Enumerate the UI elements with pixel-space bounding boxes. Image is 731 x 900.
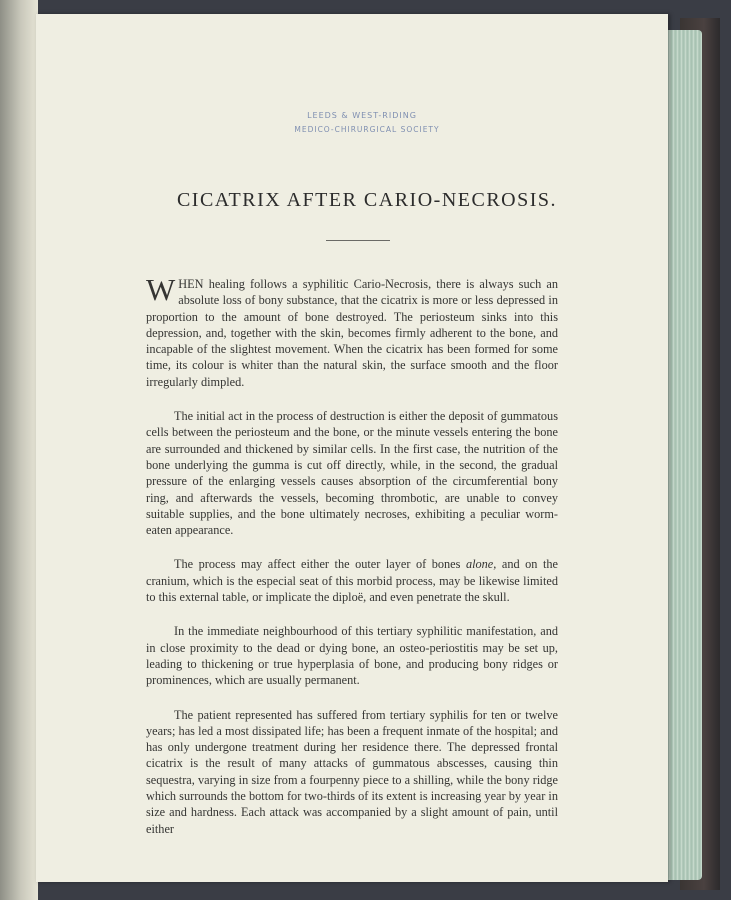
paragraph-1-text: healing follows a syphilitic Cario-Necrosis, there is always such an absolute loss of bony substance, that the cicatrix is more or less depressed in proportion to the amount of bone destroyed. The periosteum sinks into this depression, and, together with the skin, becomes firmly adherent to the bone, and incapable of the slightest movement. When the cicatrix has been formed for some time, its colour is whiter than the natural skin, the surface smooth and the floor irregularly dimpled.: [146, 277, 558, 389]
library-stamp-line1: LEEDS & WEST-RIDING: [307, 111, 417, 120]
paragraph-3: [146, 556, 558, 605]
drop-cap: W: [146, 272, 176, 307]
body-text: [146, 272, 558, 855]
paragraph-3-after: and on the cranium, which is the especial seat of this morbid process, may be likewise limited to this external table, or implicate the diploë, and even penetrate the skull.: [146, 557, 558, 605]
paragraph-3-emphasis: alone,: [465, 557, 497, 572]
paragraph-1-lead: HEN: [178, 277, 204, 291]
library-stamp-line2: MEDICO-CHIRURGICAL SOCIETY: [294, 125, 440, 134]
title-divider: [326, 240, 390, 241]
book-page: [36, 14, 668, 882]
paragraph-5: The patient represented has suffered from tertiary syphilis for ten or twelve years; has led a most dissipated life; has been a frequent inmate of the hospital; and has only undergone treatment during her residence there. The depressed frontal cicatrix is the result of many attacks of gummatous abscesses, causing thin sequestra, varying in size from a fourpenny piece to a shilling, while the bony ridge which surrounds the bottom for two-thirds of its extent is increasing year by year in size and hardness. Each attack was accompanied by a slight amount of pain, until either: [146, 707, 558, 836]
paragraph-2: The initial act in the process of destruction is either the deposit of gummatous cells between the periosteum and the bone, or the minute vessels entering the bone are surrounded and thickened by similar cells. In the first case, the nutrition of the bone underlying the gumma is cut off directly, while, in the second, the gradual pressure of the enlarging vessels causes absorption of the circumferential bony ring, and afterwards the vessels, becoming thrombotic, are unable to convey suitable supplies, and the bone ultimately necroses, exhibiting a peculiar worm-eaten appearance.: [146, 409, 558, 538]
left-page-edge: [0, 0, 38, 900]
page-title: CICATRIX AFTER CARIO-NECROSIS.: [176, 189, 558, 211]
paragraph-4: In the immediate neighbourhood of this tertiary syphilitic manifestation, and in close proximity to the dead or dying bone, an osteo-periostitis may be set up, leading to thickening or true hyperplasia of bone, and producing bony ridges or prominences, which are usually permanent.: [146, 624, 558, 688]
paragraph-1: [146, 272, 558, 390]
paragraph-3-before: The process may affect either the outer layer of bones: [174, 557, 466, 572]
